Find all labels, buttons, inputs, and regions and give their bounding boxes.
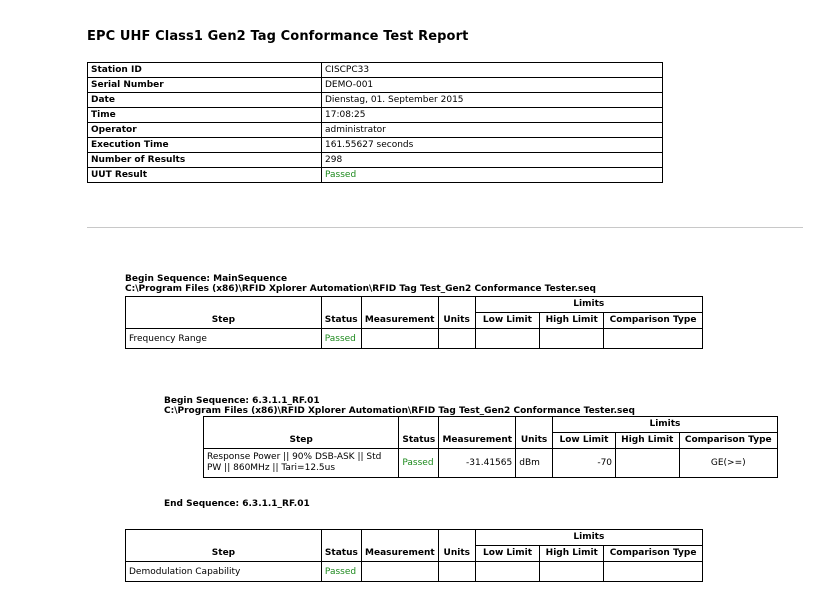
table-row [204, 417, 778, 433]
info-value: DEMO-001 [322, 78, 663, 93]
table-row [88, 138, 663, 153]
info-label: Number of Results [88, 153, 322, 168]
limits-header: Limits [475, 297, 702, 313]
main-sequence-begin: Begin Sequence: MainSequence [125, 274, 288, 284]
comparison-type-header: Comparison Type [679, 433, 777, 449]
info-label: Operator [88, 123, 322, 138]
low-limit-header: Low Limit [552, 433, 615, 449]
units-cell: dBm [516, 449, 553, 478]
table-row [88, 168, 663, 183]
table-row [126, 313, 703, 329]
comparison-cell: GE(>=) [679, 449, 777, 478]
info-value: 298 [322, 153, 663, 168]
step-cell: Frequency Range [126, 329, 322, 349]
high-limit-cell [540, 329, 604, 349]
sub-sequence-begin: Begin Sequence: 6.3.1.1_RF.01 [164, 396, 320, 406]
low-limit-header: Low Limit [475, 313, 540, 329]
comparison-cell [604, 329, 703, 349]
high-limit-header: High Limit [540, 546, 604, 562]
info-value: 161.55627 seconds [322, 138, 663, 153]
high-limit-cell [540, 562, 604, 582]
status-cell: Passed [321, 562, 361, 582]
low-limit-header: Low Limit [475, 546, 540, 562]
table-row [126, 329, 703, 349]
info-label: Time [88, 108, 322, 123]
high-limit-cell [616, 449, 679, 478]
status-header: Status [399, 433, 439, 449]
header-spacer [361, 297, 438, 313]
comparison-type-header: Comparison Type [604, 546, 703, 562]
report-title: EPC UHF Class1 Gen2 Tag Conformance Test Report [87, 29, 469, 44]
header-spacer [321, 297, 361, 313]
header-spacer [516, 417, 553, 433]
low-limit-cell [475, 562, 540, 582]
info-label: UUT Result [88, 168, 322, 183]
status-header: Status [321, 313, 361, 329]
table-row [126, 297, 703, 313]
section-divider [87, 227, 803, 228]
table-row [88, 63, 663, 78]
main-sequence-header [125, 274, 596, 294]
table-row [88, 78, 663, 93]
info-value: Dienstag, 01. September 2015 [322, 93, 663, 108]
high-limit-header: High Limit [540, 313, 604, 329]
main-sequence-results-table-continued [125, 529, 703, 582]
sub-sequence-header [164, 396, 635, 416]
table-row [88, 108, 663, 123]
table-row [88, 123, 663, 138]
table-row [126, 546, 703, 562]
header-spacer [438, 297, 475, 313]
header-spacer [361, 530, 438, 546]
table-row [204, 433, 778, 449]
header-spacer [126, 530, 322, 546]
main-sequence-path: C:\Program Files (x86)\RFID Xplorer Automation\RFID Tag Test_Gen2 Conformance Tester.seq [125, 284, 596, 294]
table-row [88, 153, 663, 168]
status-cell: Passed [321, 329, 361, 349]
header-spacer [399, 417, 439, 433]
limits-header: Limits [475, 530, 702, 546]
info-label: Station ID [88, 63, 322, 78]
uut-result-value: Passed [322, 168, 663, 183]
table-row [88, 93, 663, 108]
table-row [126, 562, 703, 582]
units-cell [438, 562, 475, 582]
step-cell: Demodulation Capability [126, 562, 322, 582]
info-label: Date [88, 93, 322, 108]
units-header: Units [438, 313, 475, 329]
header-spacer [438, 530, 475, 546]
measurement-cell [361, 562, 438, 582]
measurement-cell [361, 329, 438, 349]
step-cell [204, 449, 399, 478]
comparison-type-header: Comparison Type [604, 313, 703, 329]
high-limit-header: High Limit [616, 433, 679, 449]
header-spacer [321, 530, 361, 546]
info-value: administrator [322, 123, 663, 138]
info-value: CISCPC33 [322, 63, 663, 78]
step-line: PW || 860MHz || Tari=12.5us [207, 463, 336, 473]
step-header: Step [126, 313, 322, 329]
info-value: 17:08:25 [322, 108, 663, 123]
step-line: Response Power || 90% DSB-ASK || Std [207, 452, 382, 462]
measurement-header: Measurement [439, 433, 516, 449]
step-header: Step [204, 433, 399, 449]
units-cell [438, 329, 475, 349]
station-info-table [87, 62, 663, 183]
measurement-header: Measurement [361, 313, 438, 329]
step-header: Step [126, 546, 322, 562]
units-header: Units [516, 433, 553, 449]
units-header: Units [438, 546, 475, 562]
header-spacer [439, 417, 516, 433]
measurement-header: Measurement [361, 546, 438, 562]
info-label: Execution Time [88, 138, 322, 153]
status-header: Status [321, 546, 361, 562]
sub-sequence-path: C:\Program Files (x86)\RFID Xplorer Automation\RFID Tag Test_Gen2 Conformance Tester.seq [164, 406, 635, 416]
info-label: Serial Number [88, 78, 322, 93]
main-sequence-results-table [125, 296, 703, 349]
measurement-cell: -31.41565 [439, 449, 516, 478]
table-row [204, 449, 778, 478]
limits-header: Limits [552, 417, 777, 433]
comparison-cell [604, 562, 703, 582]
low-limit-cell [475, 329, 540, 349]
sub-sequence-end: End Sequence: 6.3.1.1_RF.01 [164, 499, 310, 509]
status-cell: Passed [399, 449, 439, 478]
table-row [126, 530, 703, 546]
low-limit-cell: -70 [552, 449, 615, 478]
header-spacer [126, 297, 322, 313]
header-spacer [204, 417, 399, 433]
sub-sequence-results-table [203, 416, 778, 478]
